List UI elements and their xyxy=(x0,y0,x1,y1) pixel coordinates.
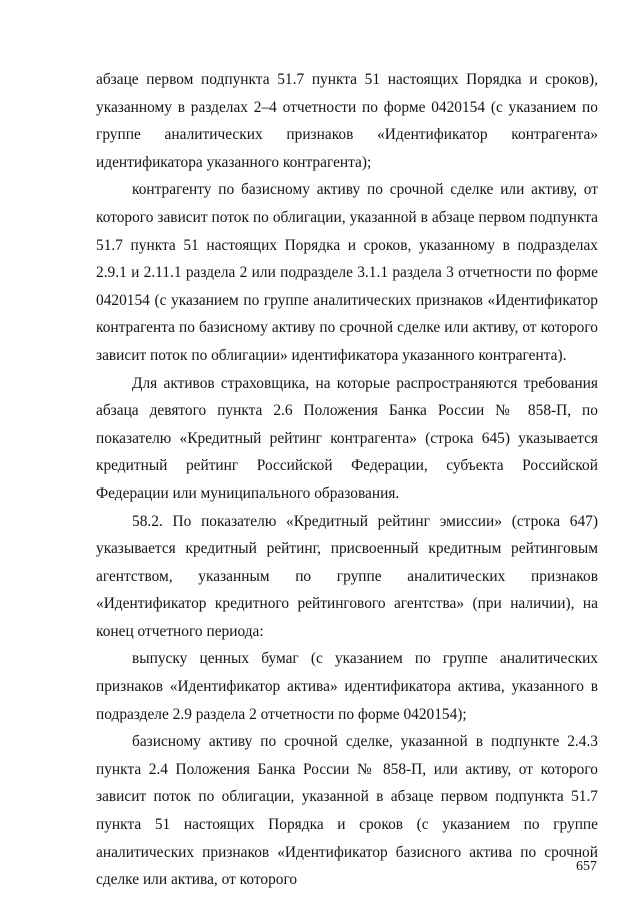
paragraph-4: 58.2. По показателю «Кредитный рейтинг эмиссии» (строка 647) указывается кредитный рейтинг, присвоенный кредитным рейтинговым агентством, указанным по группе аналитических признаков «Идентификатор кредитного рейтингового агентства» (при наличии), на конец отчетного периода: xyxy=(96,512,598,640)
paragraph-6: базисному активу по срочной сделке, указанной в подпункте 2.4.3 пункта 2.4 Положения Банка России № 858-П, или активу, от которого зависит поток по облигации, указанной в абзаце первом подпункта 51.7 пункта 51 настоящих Порядка и сроков (с указанием по группе аналитических признаков «Идентификатор базисного актива по срочной сделке или актива, от которого xyxy=(96,733,598,889)
paragraph-3: Для активов страховщика, на которые распространяются требования абзаца девятого пункта 2.6 Положения Банка России № 858-П, по показателю «Кредитный рейтинг контрагента» (строка 645) указывается кредитный рейтинг Российской Федерации, субъекта Российской Федерации или муниципального образования. xyxy=(96,374,598,502)
document-page xyxy=(96,66,598,894)
paragraph-1: абзаце первом подпункта 51.7 пункта 51 настоящих Порядка и сроков), указанному в разделах 2–4 отчетности по форме 0420154 (с указанием по группе аналитических признаков «Идентификатор контрагента» идентификатора указанного контрагента); xyxy=(96,71,598,171)
paragraph-5: выпуску ценных бумаг (с указанием по группе аналитических признаков «Идентификатор актива» идентификатора актива, указанного в подразделе 2.9 раздела 2 отчетности по форме 0420154); xyxy=(96,650,598,723)
page-number: 657 xyxy=(576,859,597,874)
paragraph-2: контрагенту по базисному активу по срочной сделке или активу, от которого зависит поток по облигации, указанной в абзаце первом подпункта 51.7 пункта 51 настоящих Порядка и сроков, указанному в подразделах 2.9.1 и 2.11.1 раздела 2 или подразделе 3.1.1 раздела 3 отчетности по форме 0420154 (с указанием по группе аналитических признаков «Идентификатор контрагента по базисному активу по срочной сделке или активу, от которого зависит поток по облигации» идентификатора указанного контрагента). xyxy=(96,181,598,364)
